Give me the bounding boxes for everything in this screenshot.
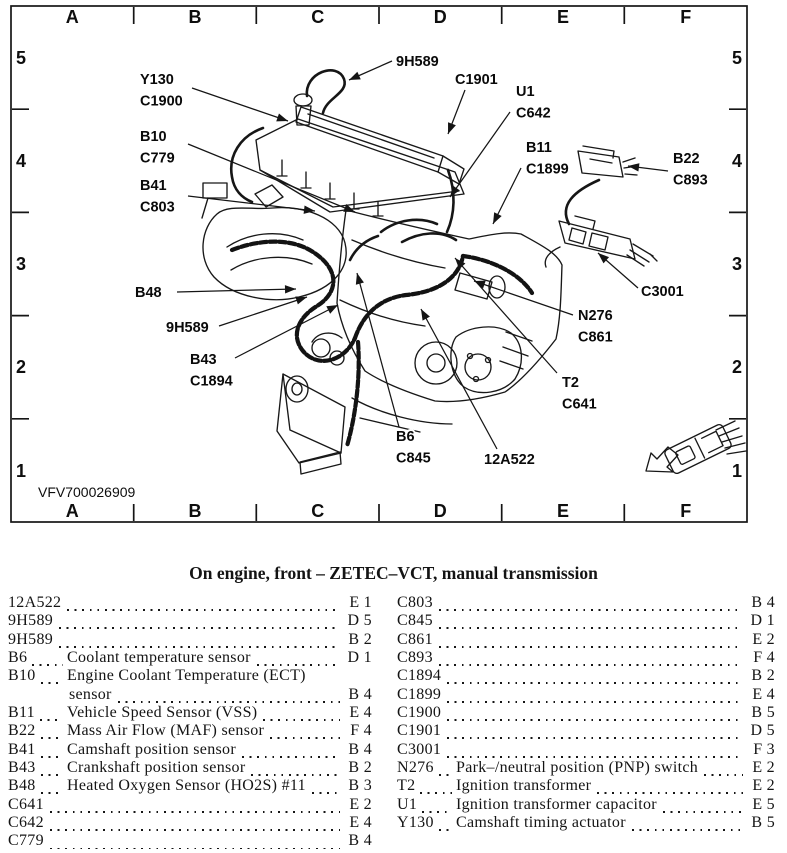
- grid-row-label: 5: [731, 48, 743, 68]
- index-desc: sensor: [69, 685, 112, 703]
- index-desc: Park–/neutral position (PNP) switch: [456, 759, 699, 777]
- callout-arrowhead: [448, 122, 456, 134]
- index-code: C1901: [397, 722, 442, 740]
- index-codebox: [397, 796, 454, 814]
- index-ref: E 4: [752, 685, 775, 703]
- index-dots: [597, 792, 743, 794]
- index-desc: Camshaft timing actuator: [456, 814, 626, 832]
- index-code: 9H589: [8, 612, 54, 630]
- index-dots: [447, 737, 743, 739]
- index-row: [397, 814, 775, 832]
- index-row: [8, 777, 372, 795]
- grid-row-label: 1: [731, 461, 743, 481]
- index-dots: [67, 609, 340, 611]
- grid-row-label: 3: [15, 254, 27, 274]
- index-code: C1900: [397, 704, 442, 722]
- callout-label: 12A522: [484, 452, 535, 468]
- callout-label: B48: [135, 285, 162, 301]
- index-dots: [59, 646, 340, 648]
- index-dots: [439, 829, 452, 831]
- index-desc: Camshaft position sensor: [67, 740, 236, 758]
- grid-col-label: C: [311, 501, 325, 521]
- grid-col-label: C: [311, 7, 325, 27]
- index-codebox: [8, 741, 65, 759]
- index-ref: B 5: [751, 814, 775, 832]
- index-ref: B 2: [751, 667, 775, 685]
- callout-arrowhead: [276, 113, 288, 121]
- callout-label: C3001: [641, 284, 684, 300]
- index-ref: E 5: [752, 795, 775, 813]
- index-ref: E 2: [752, 630, 775, 648]
- index-row: [8, 722, 372, 740]
- callout-label: C803: [140, 199, 175, 216]
- index-dots: [439, 609, 743, 611]
- index-row: [8, 741, 372, 759]
- index-row: [397, 777, 775, 795]
- index-ref: E 2: [752, 777, 775, 795]
- index-ref: E 4: [349, 814, 372, 832]
- callout-arrowhead: [356, 273, 364, 285]
- index-code: U1: [397, 795, 418, 813]
- index-row: [397, 667, 775, 685]
- index-dots: [439, 774, 452, 776]
- index-code: Y130: [397, 814, 434, 832]
- index-code: C779: [8, 832, 44, 850]
- grid-labels: [16, 7, 742, 521]
- callout-leader: [235, 305, 338, 358]
- callout-label: C1901: [455, 72, 498, 88]
- index-dots: [447, 756, 743, 758]
- index-row: [8, 631, 372, 649]
- callout-label: B10: [140, 129, 167, 145]
- index-desc: Coolant temperature sensor: [67, 649, 251, 667]
- index-dots: [704, 774, 743, 776]
- index-row: [8, 814, 372, 832]
- index-dots: [41, 792, 63, 794]
- index-code: B10: [8, 667, 36, 685]
- index-row: [397, 722, 775, 740]
- index-ref: B 4: [751, 594, 775, 611]
- callout-label: T2: [562, 375, 579, 391]
- callout-label: C641: [562, 396, 597, 413]
- index-code: C861: [397, 630, 433, 648]
- grid-row-label: 4: [15, 151, 27, 171]
- grid-col-label: E: [556, 7, 570, 27]
- index-dots: [50, 848, 340, 850]
- index-dots: [118, 701, 340, 703]
- grid-row-label: 3: [731, 254, 743, 274]
- index-row: [397, 649, 775, 667]
- index-code: C641: [8, 795, 44, 813]
- grid-row-label: 2: [15, 357, 27, 377]
- engine-illustration: [202, 70, 746, 474]
- index-ref: B 5: [751, 704, 775, 722]
- callout-arrowhead: [285, 285, 296, 293]
- index-code: B41: [8, 740, 36, 758]
- index-ref: F 4: [350, 722, 372, 740]
- index-row: [397, 631, 775, 649]
- callout-label: B6: [396, 429, 415, 445]
- index-desc: Engine Coolant Temperature (ECT): [67, 667, 306, 685]
- index-code: T2: [397, 777, 416, 795]
- index-codebox: [8, 649, 65, 667]
- index-code: 9H589: [8, 630, 54, 648]
- callout-label: N276: [578, 308, 613, 324]
- index-dots: [447, 701, 743, 703]
- index-ref: F 4: [753, 649, 775, 667]
- index-dots: [263, 719, 340, 721]
- index-row: [8, 832, 372, 850]
- index-codebox: [397, 814, 454, 832]
- index-code: C845: [397, 612, 433, 630]
- index-code: C1894: [397, 667, 442, 685]
- callout-label: C861: [578, 329, 613, 346]
- callout-label: C1894: [190, 373, 233, 390]
- index-dots: [632, 829, 743, 831]
- grid-frame: [11, 6, 747, 522]
- index-dots: [312, 792, 340, 794]
- index-dots: [270, 737, 340, 739]
- index-desc: Ignition transformer capacitor: [456, 795, 657, 813]
- index-dots: [242, 756, 340, 758]
- index-ref: B 2: [348, 630, 372, 648]
- callout-label: C1899: [526, 161, 569, 178]
- index-code: N276: [397, 759, 434, 777]
- callout-leader: [450, 112, 510, 197]
- index-desc: Crankshaft position sensor: [67, 759, 246, 777]
- index-dots: [41, 756, 63, 758]
- index-dots: [41, 774, 63, 776]
- index-codebox: [8, 704, 65, 722]
- index-dots: [447, 682, 743, 684]
- index-code: C1899: [397, 685, 442, 703]
- index-codebox: [8, 759, 65, 777]
- index-row: [8, 667, 372, 685]
- index-ref: B 4: [348, 740, 372, 758]
- index-ref: D 5: [750, 722, 775, 740]
- callout-label: 9H589: [396, 54, 439, 70]
- index-dots: [439, 627, 743, 629]
- callout-label: U1: [516, 84, 535, 100]
- component-index: [0, 594, 787, 851]
- index-row: [8, 649, 372, 667]
- index-dots: [439, 664, 743, 666]
- callout-leader: [192, 88, 288, 121]
- index-row: [397, 704, 775, 722]
- index-codebox: [397, 777, 454, 795]
- index-row: [8, 612, 372, 630]
- grid-col-label: B: [188, 7, 202, 27]
- grid-col-label: F: [680, 501, 692, 521]
- callout-arrowhead: [295, 296, 307, 304]
- index-dots: [41, 737, 63, 739]
- index-row: [397, 686, 775, 704]
- index-code: C3001: [397, 740, 442, 758]
- index-row: [397, 741, 775, 759]
- grid-row-label: 5: [15, 48, 27, 68]
- callout-arrowhead: [326, 305, 338, 314]
- index-dots: [50, 811, 340, 813]
- index-column-right: [397, 594, 775, 851]
- index-code: B22: [8, 722, 36, 740]
- grid-row-label: 2: [731, 357, 743, 377]
- figure-code: VFV700026909: [38, 484, 136, 500]
- index-row: [8, 759, 372, 777]
- index-row: [397, 796, 775, 814]
- index-ref: B 3: [348, 777, 372, 795]
- index-dots: [422, 811, 452, 813]
- grid-row-label: 1: [15, 461, 27, 481]
- index-desc: Vehicle Speed Sensor (VSS): [67, 704, 258, 722]
- grid-col-label: D: [433, 501, 447, 521]
- index-code: C803: [397, 594, 433, 611]
- index-dots: [420, 792, 452, 794]
- index-dots: [50, 829, 340, 831]
- index-code: B11: [8, 704, 35, 722]
- index-codebox: [8, 667, 65, 685]
- index-row: [8, 686, 372, 704]
- callout-leader: [474, 281, 573, 315]
- index-codebox: [8, 777, 65, 795]
- index-dots: [59, 627, 340, 629]
- index-column-left: [8, 594, 372, 851]
- index-dots: [251, 774, 340, 776]
- index-dots: [447, 719, 743, 721]
- index-code: C893: [397, 649, 433, 667]
- callout-label: B41: [140, 178, 167, 194]
- index-code: B6: [8, 649, 28, 667]
- index-code: B43: [8, 759, 36, 777]
- callouts: [135, 54, 708, 468]
- index-dots: [41, 682, 63, 684]
- index-code: C642: [8, 814, 44, 832]
- index-ref: F 3: [753, 740, 775, 758]
- figure-caption: On engine, front – ZETEC–VCT, manual transmission: [189, 563, 598, 583]
- index-ref: D 1: [750, 612, 775, 630]
- index-code: 12A522: [8, 594, 62, 611]
- grid-col-label: F: [680, 7, 692, 27]
- index-row: [397, 759, 775, 777]
- index-ref: E 2: [752, 759, 775, 777]
- index-ref: B 4: [348, 685, 372, 703]
- callout-label: C1900: [140, 93, 183, 110]
- index-ref: E 4: [349, 704, 372, 722]
- index-dots: [663, 811, 743, 813]
- index-codebox: [397, 759, 454, 777]
- index-row: [8, 796, 372, 814]
- callout-arrowhead: [421, 309, 430, 321]
- grid-ticks: [12, 7, 746, 521]
- index-desc: Mass Air Flow (MAF) sensor: [67, 722, 265, 740]
- callout-label: C893: [673, 172, 708, 189]
- callout-arrowhead: [349, 72, 361, 80]
- callout-arrowhead: [493, 212, 502, 224]
- callout-leader: [219, 297, 307, 326]
- index-row: [397, 594, 775, 612]
- callout-leader: [188, 144, 355, 212]
- index-ref: D 5: [347, 612, 372, 630]
- callout-label: C642: [516, 105, 551, 122]
- callout-label: Y130: [140, 72, 174, 88]
- index-ref: B 4: [348, 832, 372, 850]
- callout-label: B22: [673, 151, 700, 167]
- callout-label: 9H589: [166, 320, 209, 336]
- callout-label: C845: [396, 450, 431, 467]
- index-row: [8, 594, 372, 612]
- grid-row-label: 4: [731, 151, 743, 171]
- callout-label: C779: [140, 150, 175, 167]
- grid-col-label: A: [65, 501, 79, 521]
- index-dots: [32, 664, 63, 666]
- index-desc: Ignition transformer: [456, 777, 592, 795]
- grid-col-label: A: [65, 7, 79, 27]
- callout-label: B43: [190, 352, 217, 368]
- grid-col-label: E: [556, 501, 570, 521]
- index-dots: [40, 719, 63, 721]
- grid-col-label: D: [433, 7, 447, 27]
- index-codebox: [8, 722, 65, 740]
- index-ref: E 1: [349, 594, 372, 611]
- index-dots: [257, 664, 340, 666]
- callout-label: B11: [526, 140, 552, 156]
- grid-col-label: B: [188, 501, 202, 521]
- index-ref: B 2: [348, 759, 372, 777]
- index-ref: D 1: [347, 649, 372, 667]
- index-row: [397, 612, 775, 630]
- index-code: B48: [8, 777, 36, 795]
- index-dots: [439, 646, 743, 648]
- index-ref: E 2: [349, 795, 372, 813]
- index-desc: Heated Oxygen Sensor (HO2S) #11: [67, 777, 306, 795]
- callout-leader: [421, 309, 497, 449]
- index-row: [8, 704, 372, 722]
